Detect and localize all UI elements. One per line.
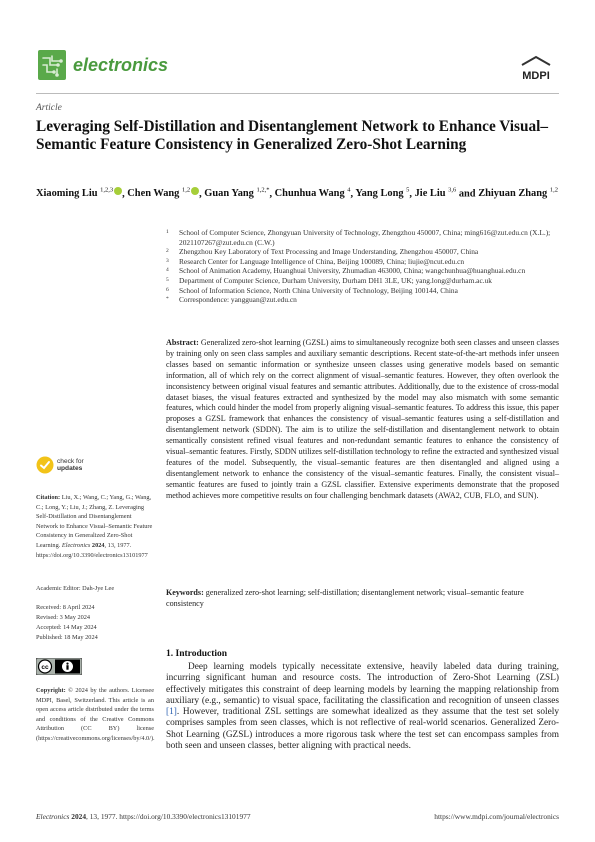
academic-editor: Academic Editor: Dah-Jye Lee [36, 585, 115, 592]
svg-text:cc: cc [41, 664, 49, 671]
author-name: Chen Wang $^{1,2}$ [127, 188, 199, 199]
abstract-label: Abstract: [166, 338, 199, 347]
accepted-date: Accepted: 14 May 2024 [36, 624, 97, 631]
keywords [166, 588, 559, 610]
author-name: Zhiyuan Zhang $^{1,2}$ [478, 187, 558, 200]
author-name: Guan Yang $^{1,2,*}$ [204, 187, 270, 200]
affiliation-text: Correspondence: yangguan@zut.edu.cn [179, 295, 297, 305]
affiliation-text: Research Center for Language Intelligence of China, Beijing 100089, China; liujie@ncut.edu.cn [179, 256, 465, 266]
affiliation-item [166, 247, 561, 257]
affiliation-number: 4 [166, 267, 169, 274]
author-name: Yang Long $^5$ [355, 187, 410, 200]
author-list: Xiaoming Liu $^{1,2,3}$ , Chen Wang $^{1,2}$ , Guan Yang $^{1,2,*}$, Chunhua Wang $^4$, Yang Long $^5$, Jie Liu $^{3,6}$ and Zhiyuan Zhang $^{1,2}$ [36, 187, 558, 200]
mdpi-logo[interactable] [514, 55, 558, 83]
intro-text-part-1: Deep learning models typically necessitate extensive, heavily labeled data during training, incurring significant human and resource costs. The introduction of Zero-Shot Learning (ZSL) effectively mitigates this constraint of deep learning models by learning the mapping relationship from auxiliary (e.g., semantic) to visual space, facilitating the classification and recognition of unseen classes [166, 662, 559, 706]
author-affiliation-marker: 1,2 [549, 187, 558, 194]
footer-journal-url[interactable]: https://www.mdpi.com/journal/electronics [434, 812, 559, 821]
check-for-updates-label[interactable] [57, 458, 84, 472]
author-name: Xiaoming Liu $^{1,2,3}$ [36, 188, 122, 199]
copyright-body: © 2024 by the authors. Licensee MDPI, Basel, Switzerland. This article is an open access article distributed under the terms and conditions of the Creative Commons Attribution (CC BY) license (https://creativecommons.org/licenses/by/4.0/). [36, 687, 155, 742]
orcid-icon[interactable] [114, 187, 122, 195]
article-title: Leveraging Self-Distillation and Disentanglement Network to Enhance Visual–Semantic Feature Consistency in Generalized Zero-Shot Learning [36, 118, 549, 153]
affiliation-text: Zhengzhou Key Laboratory of Text Processing and Image Understanding, Zhengzhou 450007, China [179, 247, 479, 257]
revised-date: Revised: 3 May 2024 [36, 614, 91, 621]
check-line-1: check for [57, 458, 84, 465]
author-affiliation-marker: 5 [406, 187, 410, 194]
article-type: Article [36, 103, 62, 113]
affiliation-text: School of Computer Science, Zhongyuan University of Technology, Zhengzhou 450007, China; ming616@zut.edu.cn (X.L.); 2021107267@zut.edu.cn (C.W.) [179, 228, 551, 247]
citation-year: 2024 [91, 541, 105, 549]
affiliation-text: School of Animation Academy, Huanghuai University, Zhumadian 463000, China; wangchunhua@huanghuai.edu.cn [179, 266, 526, 276]
affiliation-item [166, 266, 561, 276]
footer-citation [36, 812, 251, 821]
affiliation-text: Department of Computer Science, Durham University, Durham DH1 3LE, UK; yang.long@durham.ac.uk [179, 275, 492, 285]
publisher-name: MDPI [522, 70, 550, 82]
keywords-label: Keywords: [166, 588, 204, 597]
section-heading-introduction: 1. Introduction [166, 649, 228, 659]
affiliation-item [166, 228, 561, 247]
author-affiliation-marker: 1,2 [181, 187, 191, 194]
citation-link[interactable]: [1] [166, 707, 177, 718]
citation-label: Citation: [36, 494, 61, 501]
copyright-label: Copyright: [36, 687, 66, 694]
check-line-2: updates [57, 465, 83, 473]
citation-doi[interactable]: , 13, 1977. https://doi.org/10.3390/electronics13101977 [36, 541, 148, 559]
author-name: Jie Liu $^{3,6}$ [414, 187, 457, 200]
abstract [166, 338, 559, 502]
affiliation-item [166, 286, 561, 296]
intro-text-part-2: . However, traditional ZSL settings are somewhat idealized as they assume that the test set solely comprises samples from seen classes, which is not reflective of real-world scenarios. Generalized Zero-Shot Learning (GZSL) introduces a more rigorous task where the test set can encompass samples from both seen and unseen classes, better aligning with practical needs. [166, 707, 559, 752]
introduction-paragraph [166, 662, 559, 752]
cc-by-license-icon[interactable] [36, 658, 82, 675]
affiliation-number: 2 [166, 248, 169, 255]
affiliation-number: 3 [166, 257, 169, 264]
journal-name: electronics [73, 55, 169, 75]
author-affiliation-marker: 1,2,3 [100, 187, 114, 194]
affiliations-list [166, 228, 561, 305]
citation-body: Liu, X.; Wang, C.; Yang, G.; Wang, C.; Long, Y.; Liu, J.; Zhang, Z. Leveraging Self-Distillation and Disentanglement Network to Enhance Visual–Semantic Feature Consistency in Generalized Zero-Shot Learning. [36, 494, 153, 549]
header-divider [36, 93, 559, 94]
affiliation-number: 5 [166, 276, 169, 283]
footer-journal: Electronics [36, 812, 70, 821]
author-affiliation-marker: 1,2,* [256, 187, 270, 194]
affiliation-number: 1 [166, 229, 169, 235]
citation-block [36, 493, 154, 560]
affiliation-item [166, 276, 561, 286]
check-for-updates-icon[interactable] [36, 456, 54, 474]
author-affiliation-marker: 3,6 [448, 187, 457, 194]
received-date: Received: 8 April 2024 [36, 604, 95, 611]
orcid-icon[interactable] [191, 187, 199, 195]
affiliation-number: * [166, 296, 169, 303]
published-date: Published: 18 May 2024 [36, 634, 98, 641]
footer-doi[interactable]: , 13, 1977. https://doi.org/10.3390/electronics13101977 [86, 812, 251, 821]
copyright-notice [36, 686, 154, 744]
affiliation-item [166, 257, 561, 267]
citation-journal: Electronics [61, 541, 91, 549]
affiliation-text: School of Information Science, North China University of Technology, Beijing 100144, China [179, 285, 458, 295]
keywords-text: generalized zero-shot learning; self-distillation; disentanglement network; visual–semantic feature consistency [166, 588, 524, 608]
affiliation-item [166, 295, 561, 305]
footer-year: 2024 [71, 812, 87, 821]
author-affiliation-marker: 4 [347, 187, 351, 194]
author-name: Chunhua Wang $^4$ [274, 187, 351, 200]
abstract-text: Generalized zero-shot learning (GZSL) aims to simultaneously recognize both seen classes and unseen classes by training only on seen class samples and auxiliary semantic descriptions. Recent state-of-the-art methods infer unseen classes based on semantic information or synthesize unseen classes using generative models based on semantic information, all of which rely on the correct alignment of visual–semantic features. However, they often overlook the inconsistency between original visual features and semantic attributes. Additionally, due to the existence of cross-modal dataset biases, the visual features extracted and synthesized by the model may also mismatch with some semantic features, which could hinder the model from properly aligning visual–semantic features. To address this issue, this paper proposes a GZSL framework that enhances the consistency of visual–semantic features using a self-distillation and disentanglement network (SDDN). The aim is to utilize the self-distillation and disentanglement network to obtain semantically consistent refined visual features and non-redundant semantic features to enhance the consistency of visual–semantic features. Firstly, SDDN utilizes self-distillation technology to refine the extracted and synthesized visual features of the model. Subsequently, the visual–semantic features are then disentangled and aligned using a disentanglement network to enhance the consistency of the visual–semantic features. Finally, the consistent visual–semantic features are fused to jointly train a GZSL classifier. Extensive experiments demonstrate that the proposed method achieves more competitive results on four challenging benchmark datasets (AWA2, CUB, FLO, and SUN). [166, 338, 559, 500]
journal-logo-icon [38, 50, 66, 80]
affiliation-number: 6 [166, 286, 169, 293]
